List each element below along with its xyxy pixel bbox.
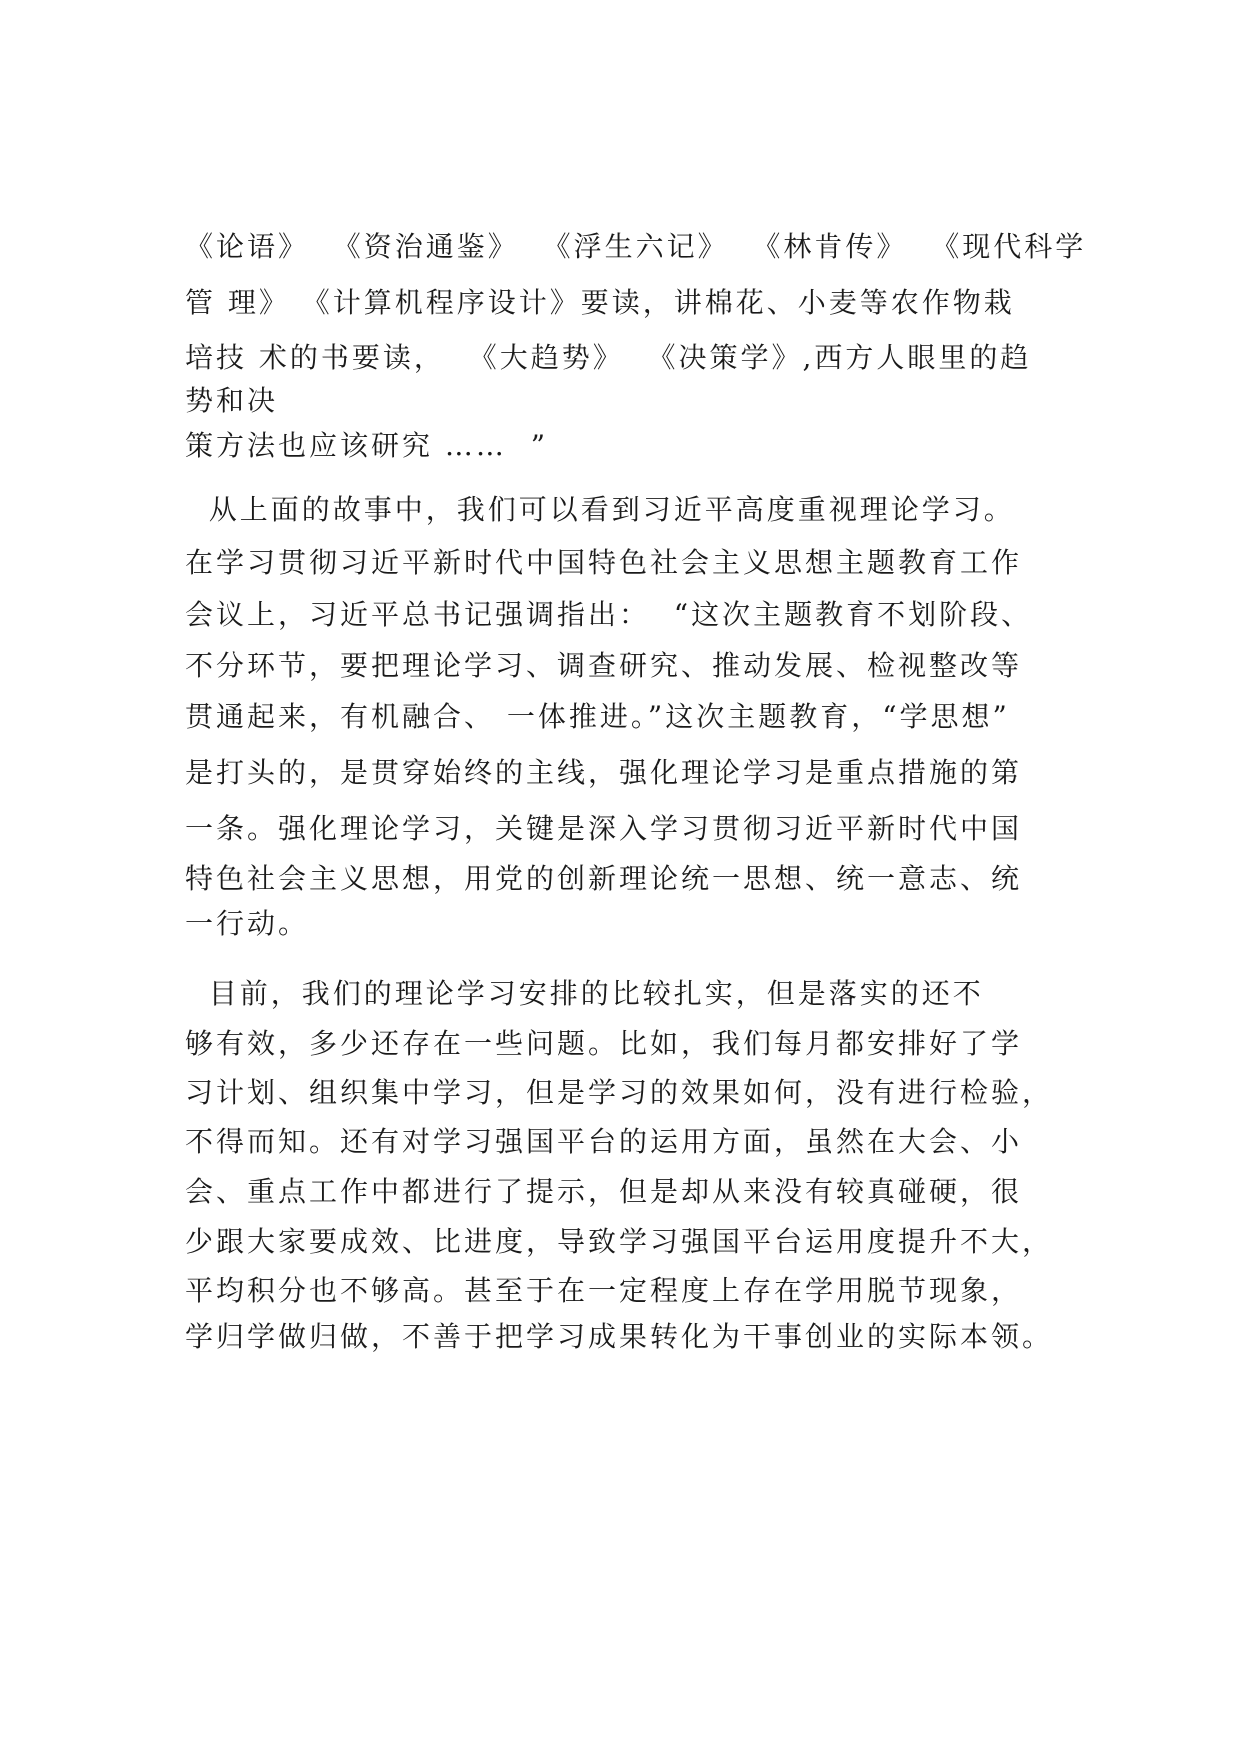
text-line: 一行动。 xyxy=(185,907,310,940)
text-line: 学归学做归做，不善于把学习成果转化为干事创业的实际本领。 xyxy=(185,1320,1054,1353)
text-line: 《论语》 《资治通鉴》 《浮生六记》 《林肯传》 《现代科学 xyxy=(185,230,1087,263)
text-line: 会议上，习近平总书记强调指出： “这次主题教育不划阶段、 xyxy=(185,598,1033,631)
text-line: 习计划、组织集中学习，但是学习的效果如何，没有进行检验， xyxy=(185,1076,1054,1109)
text-line: 少跟大家要成效、比进度，导致学习强国平台运用度提升不大， xyxy=(185,1225,1054,1258)
text-line: 在学习贯彻习近平新时代中国特色社会主义思想主题教育工作 xyxy=(185,546,1023,579)
text-line: 管 理》 《计算机程序设计》要读，讲棉花、小麦等农作物栽 xyxy=(185,286,1015,319)
text-line: 是打头的，是贯穿始终的主线，强化理论学习是重点措施的第 xyxy=(185,756,1023,789)
text-line: 平均积分也不够高。甚至于在一定程度上存在学用脱节现象， xyxy=(185,1274,1023,1307)
text-line: 势和决 xyxy=(185,384,279,417)
text-line: 贯通起来，有机融合、 一体推进。”这次主题教育，“学思想” xyxy=(185,700,1010,733)
text-line: 从上面的故事中，我们可以看到习近平高度重视理论学习。 xyxy=(185,493,1015,526)
text-line: 会、重点工作中都进行了提示，但是却从来没有较真碰硬，很 xyxy=(185,1175,1023,1208)
text-line: 够有效，多少还存在一些问题。比如，我们每月都安排好了学 xyxy=(185,1027,1023,1060)
text-line: 目前，我们的理论学习安排的比较扎实，但是落实的还不 xyxy=(185,977,984,1010)
text-line: 一条。强化理论学习，关键是深入学习贯彻习近平新时代中国 xyxy=(185,812,1023,845)
text-line: 培技 术的书要读， 《大趋势》 《决策学》,西方人眼里的趋 xyxy=(185,341,1032,374)
text-line: 特色社会主义思想，用党的创新理论统一思想、统一意志、统 xyxy=(185,862,1023,895)
text-line: 不分环节，要把理论学习、调查研究、推动发展、检视整改等 xyxy=(185,649,1023,682)
text-line: 策方法也应该研究 …… ” xyxy=(185,429,549,462)
text-line: 不得而知。还有对学习强国平台的运用方面，虽然在大会、小 xyxy=(185,1125,1023,1158)
